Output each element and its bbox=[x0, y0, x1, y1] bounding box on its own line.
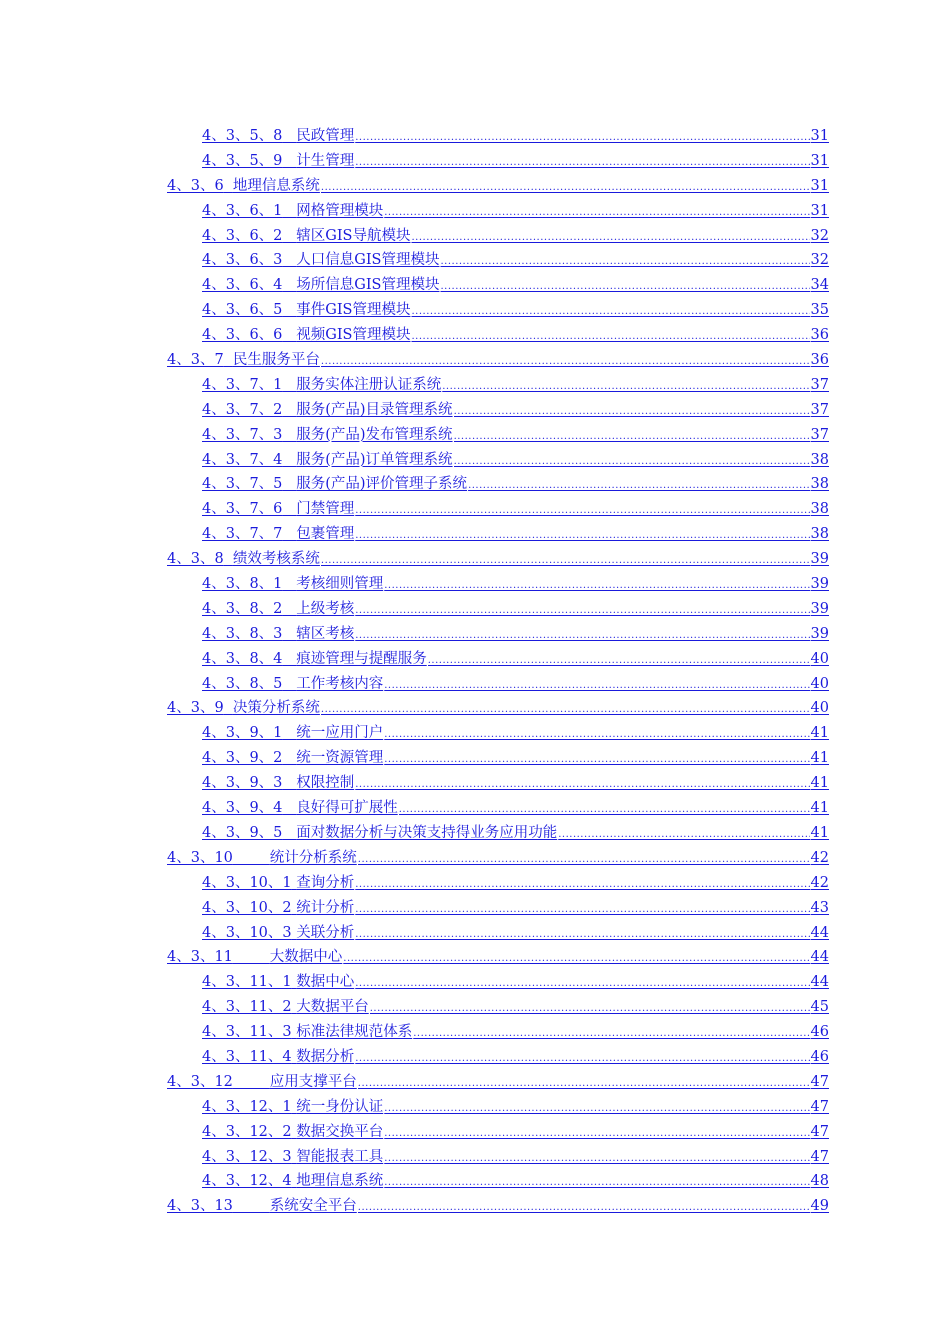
toc-entry-gap bbox=[282, 423, 296, 448]
toc-entry-number: 4、3、11、1 bbox=[202, 974, 292, 991]
toc-entry-link[interactable] bbox=[202, 921, 829, 946]
toc-dot-leader bbox=[358, 1072, 810, 1097]
toc-entry-title: 数据交换平台 bbox=[296, 1123, 384, 1140]
toc-entry-title: 计生管理 bbox=[296, 152, 355, 169]
toc-dot-leader bbox=[321, 549, 810, 574]
toc-entry bbox=[0, 821, 950, 846]
toc-entry-gap bbox=[282, 597, 296, 622]
toc-entry-title: 数据中心 bbox=[296, 974, 355, 991]
toc-entry bbox=[0, 597, 950, 622]
toc-entry-title: 辖区考核 bbox=[296, 625, 355, 642]
toc-entry-number: 4、3、13 bbox=[167, 1198, 233, 1215]
toc-entry-title: 地理信息系统 bbox=[296, 1173, 384, 1190]
toc-page-number: 41 bbox=[810, 824, 829, 841]
toc-entry-link[interactable] bbox=[202, 472, 829, 497]
toc-page-number: 41 bbox=[810, 725, 829, 742]
toc-dot-leader bbox=[440, 250, 809, 275]
toc-entry-gap bbox=[282, 796, 296, 821]
toc-page-number: 43 bbox=[810, 899, 829, 916]
toc-dot-leader bbox=[370, 997, 810, 1022]
toc-entry-gap bbox=[282, 472, 296, 497]
toc-entry-title: 数据分析 bbox=[296, 1048, 355, 1065]
toc-entry-number: 4、3、8、4 bbox=[202, 650, 283, 667]
toc-entry-gap bbox=[282, 821, 296, 846]
toc-entry-gap bbox=[282, 149, 296, 174]
toc-page-number: 39 bbox=[810, 551, 829, 568]
toc-entry-number: 4、3、12、3 bbox=[202, 1148, 292, 1165]
toc-entry-link[interactable] bbox=[202, 721, 829, 746]
toc-dot-leader bbox=[413, 1022, 809, 1047]
toc-entry-link[interactable] bbox=[202, 497, 829, 522]
toc-entry-title: 服务(产品)目录管理系统 bbox=[296, 401, 453, 418]
toc-entry-number: 4、3、11、3 bbox=[202, 1024, 292, 1041]
toc-entry-number: 4、3、7、3 bbox=[202, 426, 283, 443]
toc-entry-number: 4、3、9、2 bbox=[202, 750, 283, 767]
toc-page-number: 41 bbox=[810, 800, 829, 817]
toc-dot-leader bbox=[454, 400, 810, 425]
toc-page-number: 42 bbox=[810, 849, 829, 866]
toc-dot-leader bbox=[411, 325, 809, 350]
toc-entry-gap bbox=[282, 622, 296, 647]
toc-page-number: 47 bbox=[810, 1123, 829, 1140]
toc-dot-leader bbox=[384, 201, 809, 226]
toc-entry-number: 4、3、6、3 bbox=[202, 252, 283, 269]
toc-entry-link[interactable] bbox=[202, 1095, 829, 1120]
toc-dot-leader bbox=[355, 524, 809, 549]
toc-entry-gap bbox=[233, 1194, 270, 1219]
toc-entry-link[interactable] bbox=[167, 1194, 829, 1219]
toc-dot-leader bbox=[358, 1196, 810, 1221]
toc-entry-gap bbox=[282, 672, 296, 697]
toc-entry-title: 网格管理模块 bbox=[296, 202, 384, 219]
toc-entry-title: 包裹管理 bbox=[296, 526, 355, 543]
toc-entry-number: 4、3、10、2 bbox=[202, 899, 292, 916]
toc-entry bbox=[0, 348, 950, 373]
toc-entry-title: 场所信息GIS管理模块 bbox=[296, 277, 440, 294]
toc-entry-number: 4、3、6、2 bbox=[202, 227, 283, 244]
toc-entry-gap bbox=[282, 721, 296, 746]
toc-entry-link[interactable] bbox=[202, 970, 829, 995]
toc-entry-number: 4、3、6、5 bbox=[202, 302, 283, 319]
toc-entry bbox=[0, 448, 950, 473]
toc-page-number: 38 bbox=[810, 501, 829, 518]
toc-entry-title: 统一身份认证 bbox=[296, 1098, 384, 1115]
toc-entry-link[interactable] bbox=[202, 771, 829, 796]
toc-entry-link[interactable] bbox=[202, 995, 829, 1020]
toc-entry-number: 4、3、12、4 bbox=[202, 1173, 292, 1190]
toc-dot-leader bbox=[355, 499, 809, 524]
toc-entry-number: 4、3、10、1 bbox=[202, 874, 292, 891]
toc-entry-title: 地理信息系统 bbox=[232, 177, 320, 194]
toc-dot-leader bbox=[343, 947, 809, 972]
toc-dot-leader bbox=[355, 873, 809, 898]
toc-dot-leader bbox=[384, 1122, 809, 1147]
toc-page-number: 46 bbox=[810, 1024, 829, 1041]
toc-entry bbox=[0, 174, 950, 199]
toc-entry-title: 良好得可扩展性 bbox=[296, 800, 398, 817]
toc-page-number: 40 bbox=[810, 675, 829, 692]
toc-entry-title: 决策分析系统 bbox=[232, 700, 320, 717]
toc-page-number: 31 bbox=[810, 128, 829, 144]
toc-entry-number: 4、3、6、4 bbox=[202, 277, 283, 294]
toc-entry-title: 民政管理 bbox=[296, 128, 355, 144]
toc-page-number: 36 bbox=[810, 352, 829, 369]
toc-entry-title: 应用支撑平台 bbox=[269, 1073, 357, 1090]
toc-entry-gap bbox=[282, 448, 296, 473]
toc-page-number: 40 bbox=[810, 700, 829, 717]
toc-entry-number: 4、3、11、4 bbox=[202, 1048, 292, 1065]
toc-entry bbox=[0, 846, 950, 871]
toc-dot-leader bbox=[384, 1097, 809, 1122]
toc-entry-gap bbox=[282, 771, 296, 796]
toc-entry bbox=[0, 622, 950, 647]
toc-entry-gap bbox=[224, 696, 233, 721]
toc-entry bbox=[0, 1194, 950, 1219]
toc-entry-title: 统一资源管理 bbox=[296, 750, 384, 767]
toc-dot-leader bbox=[355, 972, 809, 997]
toc-entry bbox=[0, 472, 950, 497]
toc-entry bbox=[0, 796, 950, 821]
toc-entry-link[interactable] bbox=[202, 224, 829, 249]
toc-entry bbox=[0, 970, 950, 995]
toc-page-number: 42 bbox=[810, 874, 829, 891]
toc-dot-leader bbox=[358, 848, 810, 873]
toc-entry-number: 4、3、8、2 bbox=[202, 600, 283, 617]
toc-entry bbox=[0, 497, 950, 522]
toc-dot-leader bbox=[411, 300, 809, 325]
toc-entry-title: 查询分析 bbox=[296, 874, 355, 891]
toc-entry bbox=[0, 871, 950, 896]
toc-page-number: 37 bbox=[810, 401, 829, 418]
toc-entry-number: 4、3、9、1 bbox=[202, 725, 283, 742]
toc-dot-leader bbox=[428, 649, 810, 674]
toc-entry-number: 4、3、10 bbox=[167, 849, 233, 866]
toc-entry-link[interactable] bbox=[202, 1020, 829, 1045]
toc-entry bbox=[0, 373, 950, 398]
toc-entry-link[interactable] bbox=[202, 522, 829, 547]
toc-entry-title: 痕迹管理与提醒服务 bbox=[296, 650, 427, 667]
toc-entry-title: 服务(产品)订单管理系统 bbox=[296, 451, 453, 468]
toc-entry-gap bbox=[282, 323, 296, 348]
toc-entry bbox=[0, 273, 950, 298]
toc-entry-gap bbox=[233, 846, 270, 871]
toc-entry-title: 标准法律规范体系 bbox=[296, 1024, 413, 1041]
toc-entry-gap bbox=[224, 547, 233, 572]
toc-dot-leader bbox=[355, 773, 809, 798]
toc-entry-title: 面对数据分析与决策支持得业务应用功能 bbox=[296, 824, 558, 841]
toc-entry-title: 辖区GIS导航模块 bbox=[296, 227, 411, 244]
toc-entry bbox=[0, 921, 950, 946]
toc-entry bbox=[0, 1120, 950, 1145]
toc-entry-number: 4、3、6、6 bbox=[202, 327, 283, 344]
toc-entry-number: 4、3、6 bbox=[167, 177, 224, 194]
toc-dot-leader bbox=[411, 226, 809, 251]
toc-entry-link[interactable] bbox=[167, 348, 829, 373]
toc-entry bbox=[0, 522, 950, 547]
toc-page-number: 40 bbox=[810, 650, 829, 667]
toc-entry-link[interactable] bbox=[202, 448, 829, 473]
toc-page-number: 36 bbox=[810, 327, 829, 344]
toc-entry-link[interactable] bbox=[202, 746, 829, 771]
toc-entry-link[interactable] bbox=[202, 149, 829, 174]
toc-entry-number: 4、3、5、8 bbox=[202, 128, 283, 144]
toc-entry bbox=[0, 696, 950, 721]
toc-dot-leader bbox=[355, 599, 809, 624]
toc-entry bbox=[0, 423, 950, 448]
toc-entry bbox=[0, 746, 950, 771]
toc-page-number: 38 bbox=[810, 476, 829, 493]
toc-entry-title: 上级考核 bbox=[296, 600, 355, 617]
toc-dot-leader bbox=[399, 798, 810, 823]
toc-entry-gap bbox=[224, 174, 233, 199]
toc-entry bbox=[0, 124, 950, 149]
toc-page-number: 44 bbox=[810, 949, 829, 966]
toc-dot-leader bbox=[384, 1147, 809, 1172]
toc-dot-leader bbox=[355, 126, 809, 151]
toc-entry-gap bbox=[282, 398, 296, 423]
toc-page-number: 47 bbox=[810, 1073, 829, 1090]
toc-entry-link[interactable] bbox=[167, 846, 829, 871]
toc-entry-gap bbox=[282, 522, 296, 547]
toc-entry bbox=[0, 572, 950, 597]
toc-entry-title: 大数据平台 bbox=[296, 999, 369, 1016]
toc-entry bbox=[0, 995, 950, 1020]
toc-page-number: 38 bbox=[810, 451, 829, 468]
toc-dot-leader bbox=[355, 624, 809, 649]
toc-entry-title: 统计分析系统 bbox=[269, 849, 357, 866]
toc-entry-link[interactable] bbox=[202, 248, 829, 273]
toc-entry-number: 4、3、9、4 bbox=[202, 800, 283, 817]
toc-entry bbox=[0, 1145, 950, 1170]
toc-entry-title: 事件GIS管理模块 bbox=[296, 302, 411, 319]
toc-entry bbox=[0, 298, 950, 323]
toc-dot-leader bbox=[454, 450, 810, 475]
toc-page-number: 31 bbox=[810, 202, 829, 219]
toc-entry-link[interactable] bbox=[202, 373, 829, 398]
toc-entry-title: 工作考核内容 bbox=[296, 675, 384, 692]
toc-entry-link[interactable] bbox=[202, 796, 829, 821]
toc-entry-link[interactable] bbox=[202, 672, 829, 697]
toc-entry-link[interactable] bbox=[202, 597, 829, 622]
toc-entry-title: 考核细则管理 bbox=[296, 576, 384, 593]
toc-entry-gap bbox=[224, 348, 233, 373]
toc-page-number: 35 bbox=[810, 302, 829, 319]
toc-entry-title: 关联分析 bbox=[296, 924, 355, 941]
toc-page-number: 44 bbox=[810, 974, 829, 991]
toc-dot-leader bbox=[558, 823, 809, 848]
toc-entry-number: 4、3、6、1 bbox=[202, 202, 283, 219]
table-of-contents bbox=[0, 124, 950, 1219]
toc-entry-link[interactable] bbox=[202, 423, 829, 448]
toc-entry bbox=[0, 1070, 950, 1095]
toc-entry-number: 4、3、10、3 bbox=[202, 924, 292, 941]
toc-entry-number: 4、3、7、5 bbox=[202, 476, 283, 493]
toc-entry-link[interactable] bbox=[202, 298, 829, 323]
toc-entry-title: 服务实体注册认证系统 bbox=[296, 376, 442, 393]
toc-entry-link[interactable] bbox=[202, 896, 829, 921]
toc-entry-link[interactable] bbox=[202, 398, 829, 423]
toc-entry-number: 4、3、5、9 bbox=[202, 152, 283, 169]
toc-entry bbox=[0, 721, 950, 746]
toc-entry-title: 系统安全平台 bbox=[269, 1198, 357, 1215]
toc-entry-title: 绩效考核系统 bbox=[232, 551, 320, 568]
toc-entry-number: 4、3、7、4 bbox=[202, 451, 283, 468]
toc-dot-leader bbox=[384, 748, 809, 773]
toc-page-number: 31 bbox=[810, 152, 829, 169]
toc-entry-link[interactable] bbox=[202, 323, 829, 348]
toc-entry-link[interactable] bbox=[202, 1145, 829, 1170]
toc-entry-title: 统一应用门户 bbox=[296, 725, 384, 742]
toc-entry-gap bbox=[282, 248, 296, 273]
toc-entry-link[interactable] bbox=[167, 547, 829, 572]
toc-entry-gap bbox=[282, 298, 296, 323]
toc-entry-number: 4、3、8、3 bbox=[202, 625, 283, 642]
toc-dot-leader bbox=[321, 176, 810, 201]
toc-entry bbox=[0, 945, 950, 970]
toc-entry-gap bbox=[282, 572, 296, 597]
toc-entry-number: 4、3、11 bbox=[167, 949, 233, 966]
toc-entry-gap bbox=[282, 273, 296, 298]
toc-entry-link[interactable] bbox=[202, 821, 829, 846]
toc-entry bbox=[0, 1169, 950, 1194]
toc-page-number: 37 bbox=[810, 426, 829, 443]
toc-entry-title: 门禁管理 bbox=[296, 501, 355, 518]
toc-entry bbox=[0, 224, 950, 249]
toc-entry-number: 4、3、7 bbox=[167, 352, 224, 369]
toc-dot-leader bbox=[384, 723, 809, 748]
toc-entry-gap bbox=[233, 1070, 270, 1095]
toc-entry-number: 4、3、9 bbox=[167, 700, 224, 717]
toc-entry-number: 4、3、9、3 bbox=[202, 775, 283, 792]
toc-entry-link[interactable] bbox=[202, 1045, 829, 1070]
toc-entry-link[interactable] bbox=[202, 1120, 829, 1145]
toc-entry-number: 4、3、7、2 bbox=[202, 401, 283, 418]
toc-page-number: 38 bbox=[810, 526, 829, 543]
toc-page-number: 47 bbox=[810, 1098, 829, 1115]
toc-page-number: 39 bbox=[810, 600, 829, 617]
toc-dot-leader bbox=[454, 425, 810, 450]
toc-entry bbox=[0, 547, 950, 572]
toc-entry bbox=[0, 1095, 950, 1120]
toc-entry-number: 4、3、7、6 bbox=[202, 501, 283, 518]
toc-entry-gap bbox=[282, 124, 296, 149]
toc-entry-gap bbox=[282, 373, 296, 398]
toc-entry-link[interactable] bbox=[202, 572, 829, 597]
toc-entry bbox=[0, 647, 950, 672]
toc-entry-link[interactable] bbox=[202, 871, 829, 896]
toc-page-number: 44 bbox=[810, 924, 829, 941]
toc-entry-link[interactable] bbox=[202, 273, 829, 298]
toc-entry-title: 统计分析 bbox=[296, 899, 355, 916]
toc-entry-title: 智能报表工具 bbox=[296, 1148, 384, 1165]
toc-entry-number: 4、3、7、7 bbox=[202, 526, 283, 543]
toc-entry-gap bbox=[233, 945, 270, 970]
toc-page-number: 48 bbox=[810, 1173, 829, 1190]
toc-entry-number: 4、3、11、2 bbox=[202, 999, 292, 1016]
toc-entry-link[interactable] bbox=[202, 1169, 829, 1194]
toc-entry-link[interactable] bbox=[167, 696, 829, 721]
toc-entry-title: 民生服务平台 bbox=[232, 352, 320, 369]
toc-entry-link[interactable] bbox=[167, 1070, 829, 1095]
toc-entry-gap bbox=[282, 497, 296, 522]
toc-entry bbox=[0, 896, 950, 921]
toc-entry-number: 4、3、12 bbox=[167, 1073, 233, 1090]
toc-entry bbox=[0, 248, 950, 273]
toc-page-number: 37 bbox=[810, 376, 829, 393]
toc-entry-link[interactable] bbox=[202, 124, 829, 149]
toc-entry-title: 人口信息GIS管理模块 bbox=[296, 252, 440, 269]
toc-entry-title: 视频GIS管理模块 bbox=[296, 327, 411, 344]
toc-entry-link[interactable] bbox=[202, 622, 829, 647]
toc-entry bbox=[0, 672, 950, 697]
toc-entry-number: 4、3、12、1 bbox=[202, 1098, 292, 1115]
toc-dot-leader bbox=[384, 1171, 809, 1196]
toc-dot-leader bbox=[440, 275, 809, 300]
toc-dot-leader bbox=[384, 674, 809, 699]
toc-dot-leader bbox=[384, 574, 809, 599]
toc-page-number: 45 bbox=[810, 999, 829, 1016]
toc-entry-link[interactable] bbox=[202, 647, 829, 672]
toc-dot-leader bbox=[355, 898, 809, 923]
toc-page-number: 47 bbox=[810, 1148, 829, 1165]
toc-page-number: 39 bbox=[810, 576, 829, 593]
toc-entry bbox=[0, 149, 950, 174]
toc-page-number: 41 bbox=[810, 750, 829, 767]
toc-entry bbox=[0, 771, 950, 796]
toc-page-number: 41 bbox=[810, 775, 829, 792]
toc-dot-leader bbox=[355, 1047, 809, 1072]
toc-entry bbox=[0, 323, 950, 348]
toc-entry-number: 4、3、9、5 bbox=[202, 824, 283, 841]
toc-page-number: 34 bbox=[810, 277, 829, 294]
toc-entry-number: 4、3、8、1 bbox=[202, 576, 283, 593]
toc-dot-leader bbox=[321, 350, 810, 375]
toc-entry-link[interactable] bbox=[167, 945, 829, 970]
toc-entry-gap bbox=[282, 647, 296, 672]
toc-dot-leader bbox=[321, 698, 810, 723]
toc-entry-title: 服务(产品)发布管理系统 bbox=[296, 426, 453, 443]
toc-page-number: 32 bbox=[810, 227, 829, 244]
toc-page-number: 49 bbox=[810, 1198, 829, 1215]
toc-dot-leader bbox=[355, 151, 809, 176]
toc-dot-leader bbox=[468, 474, 809, 499]
toc-entry-gap bbox=[282, 224, 296, 249]
toc-entry-gap bbox=[282, 746, 296, 771]
toc-page-number: 46 bbox=[810, 1048, 829, 1065]
toc-entry bbox=[0, 1020, 950, 1045]
toc-entry-title: 服务(产品)评价管理子系统 bbox=[296, 476, 468, 493]
toc-page-number: 31 bbox=[810, 177, 829, 194]
toc-entry-link[interactable] bbox=[202, 199, 829, 224]
toc-entry bbox=[0, 1045, 950, 1070]
toc-entry-number: 4、3、8 bbox=[167, 551, 224, 568]
toc-entry bbox=[0, 199, 950, 224]
toc-page-number: 32 bbox=[810, 252, 829, 269]
toc-dot-leader bbox=[442, 375, 809, 400]
toc-entry-number: 4、3、8、5 bbox=[202, 675, 283, 692]
toc-entry-number: 4、3、12、2 bbox=[202, 1123, 292, 1140]
toc-dot-leader bbox=[355, 923, 809, 948]
toc-entry-title: 大数据中心 bbox=[269, 949, 343, 966]
toc-entry-gap bbox=[282, 199, 296, 224]
toc-page-number: 39 bbox=[810, 625, 829, 642]
toc-entry-number: 4、3、7、1 bbox=[202, 376, 283, 393]
toc-entry-title: 权限控制 bbox=[296, 775, 355, 792]
toc-entry bbox=[0, 398, 950, 423]
toc-entry-link[interactable] bbox=[167, 174, 829, 199]
